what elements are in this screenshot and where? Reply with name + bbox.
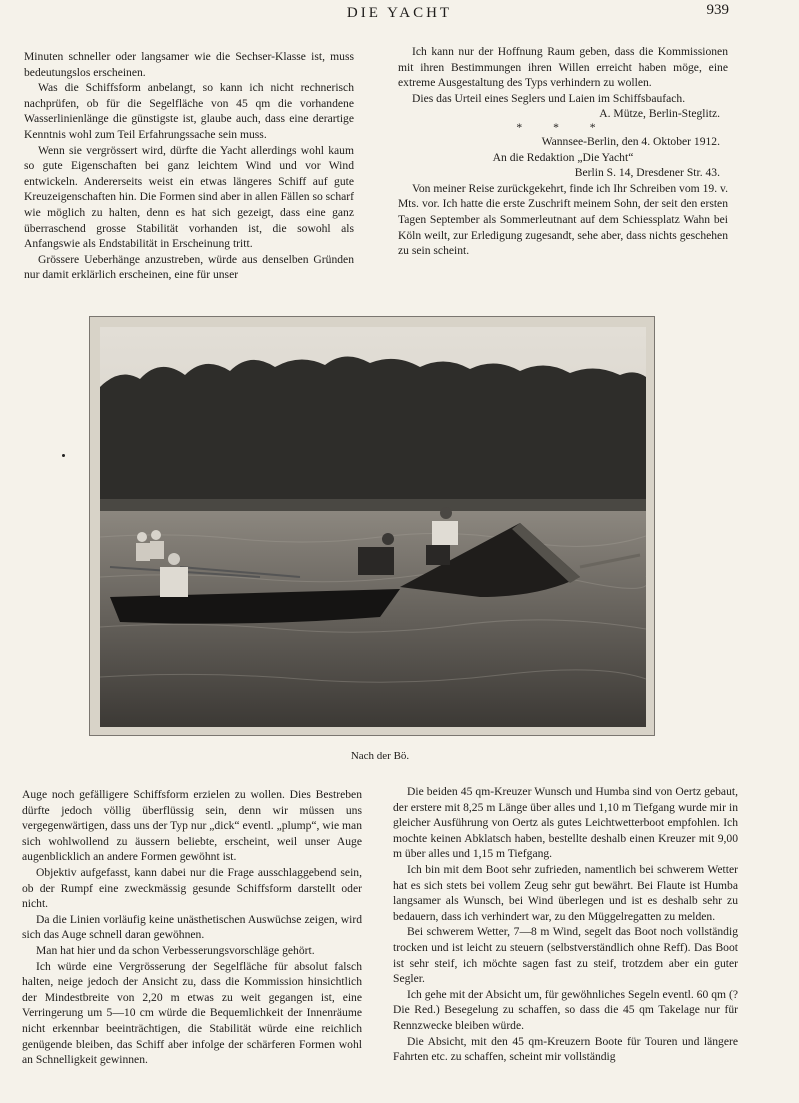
paragraph: Objektiv aufgefasst, kann dabei nur die Frage ausschlaggebend sein, ob der Rumpf eine zweckmässig gesunde Schiffsform darstellt oder nicht. xyxy=(22,865,362,911)
running-header-title: DIE YACHT xyxy=(346,5,453,21)
bottom-left-column xyxy=(22,787,362,1068)
paragraph: Was die Schiffsform anbelangt, so kann ich nicht rechnerisch nachprüfen, ob für die Segelfläche von 45 qm die vorhandene Wasserlinienlänge die günstigste ist, glaube auch, dass eine derartige Kenntnis wohl zum Teil Erfahrungssache sein muss. xyxy=(24,81,354,141)
bottom-right-column xyxy=(393,784,738,1065)
top-right-column xyxy=(398,44,728,259)
paragraph: Wenn sie vergrössert wird, dürfte die Yacht allerdings wohl kaum so gute Eigenschaften bei ganz leichtem Wind und vor Wind entwickeln. Andererseits weist ein etwas längeres Schiff auf gute Kreuzeigenschaften hin. Die Formen sind aber in allen Fällen so scharf wie möglich zu halten, denn es hat sich gezeigt, dass eine ganz überraschend grosse Stabilität vorhanden ist, die sowohl als Anfangswie als Endstabilität in Erscheinung tritt. xyxy=(24,143,354,251)
photo-caption: Nach der Bö. xyxy=(350,750,410,762)
paragraph: Minuten schneller oder langsamer wie die Sechser-Klasse ist, muss bedeutungslos erscheinen. xyxy=(24,50,354,79)
paragraph: Ich kann nur der Hoffnung Raum geben, dass die Kommissionen mit ihren Bestimmungen ihren Willen erreicht haben möge, eine extreme Ausgestaltung des Typs verhindern zu wollen. xyxy=(398,45,728,90)
capsized-boat-photo xyxy=(100,327,646,727)
photo-after-squall xyxy=(89,316,655,736)
section-divider-stars: * * * xyxy=(516,120,610,134)
letter-dateline: Wannsee-Berlin, den 4. Oktober 1912. xyxy=(541,134,720,148)
paragraph: Ich würde eine Vergrösserung der Segelfläche für absolut falsch halten, neige jedoch der Ansicht zu, dass die Kommission hinsichtlich der Mindestbreite von 2,20 m etwas zu weit gegangen ist, eine Verringerung um 5—10 cm würde die Bequemlichkeit der Innenräume nicht erkennbar beeinträchtigen, die Stabilität würde eine reichlich genügende bleiben, das Schiff aber infolge der schärferen Formen wohl an Schnelligkeit gewinnen. xyxy=(22,959,362,1067)
paragraph: Da die Linien vorläufig keine unästhetischen Auswüchse zeigen, wird sich das Auge schnell daran gewöhnen. xyxy=(22,912,362,942)
print-speck xyxy=(62,454,65,457)
letter-signature: A. Mütze, Berlin-Steglitz. xyxy=(599,107,720,121)
paragraph: Auge noch gefälligere Schiffsform erzielen zu wollen. Dies Bestreben dürfte jedoch völlig überflüssig sein, denn wir müssen uns vergegenwärtigen, dass uns der Typ nur „dick“ eventl. „plump“, wie man sich wohlwollend zu äussern beliebte, erscheint, weil unser Auge augenblicklich an andere Formen gewöhnt ist. xyxy=(22,788,362,864)
paragraph: Von meiner Reise zurückgekehrt, finde ich Ihr Schreiben vom 19. v. Mts. vor. Ich hatte die erste Zuschrift meinem Sohn, der seit den ersten Tagen September als Sommerleutnant auf dem Schiessplatz Wahn bei Köln weilt, zur Erledigung zugesandt, sehe aber, dass nichts geschehen zu sein scheint. xyxy=(398,181,728,258)
paragraph: Dies das Urteil eines Seglers und Laien im Schiffsbaufach. xyxy=(412,91,686,105)
paragraph: Die beiden 45 qm-Kreuzer Wunsch und Humba sind von Oertz gebaut, der erstere mit 8,25 m Länge über alles und 1,10 m Tiefgang wurde mir in gleicher Ausführung von Oertz als gutes Leichtwetterboot empfohlen. Ich mochte keinen Abklatsch haben, bestellte deshalb einen Kreuzer mit 9,00 m über alles und 1,15 m Tiefgang. xyxy=(393,785,738,861)
paragraph: Ich bin mit dem Boot sehr zufrieden, namentlich bei schwerem Wetter hat es sich stets bei vollem Zeug sehr gut bewährt. Bei Flaute ist Humba langsamer als Wunsch, bei Wind überlegen und ist es deshalb sehr zu bedauern, dass ich verhindert war, zu den Müggelregatten zu melden. xyxy=(393,862,738,923)
paragraph: Die Absicht, mit den 45 qm-Kreuzern Boote für Touren und längere Fahrten etc. zu schaffen, scheint mir vollständig xyxy=(393,1034,738,1064)
paragraph: Man hat hier und da schon Verbesserungsvorschläge gehört. xyxy=(36,943,315,957)
paragraph: Ich gehe mit der Absicht um, für gewöhnliches Segeln eventl. 60 qm (? Die Red.) Besegelung zu schaffen, so dass die 45 qm Takelage nur für Rennzwecke bleiben würde. xyxy=(393,987,738,1032)
page-number: 939 xyxy=(706,2,729,18)
letter-address: Berlin S. 14, Dresdener Str. 43. xyxy=(574,166,720,180)
paragraph: Bei schwerem Wetter, 7—8 m Wind, segelt das Boot noch vollständig trocken und ist leicht zu steuern (selbstverständlich ohne Reff). Das Boot ist sehr steif, ich möchte sagen fast zu steif, trotzdem aber ein guter Segler. xyxy=(393,925,738,986)
top-left-column xyxy=(24,49,354,283)
letter-recipient: An die Redaktion „Die Yacht“ xyxy=(492,150,634,164)
paragraph: Grössere Ueberhänge anzustreben, würde aus denselben Gründen nur damit erklärlich erscheinen, eine für unser xyxy=(24,252,354,282)
